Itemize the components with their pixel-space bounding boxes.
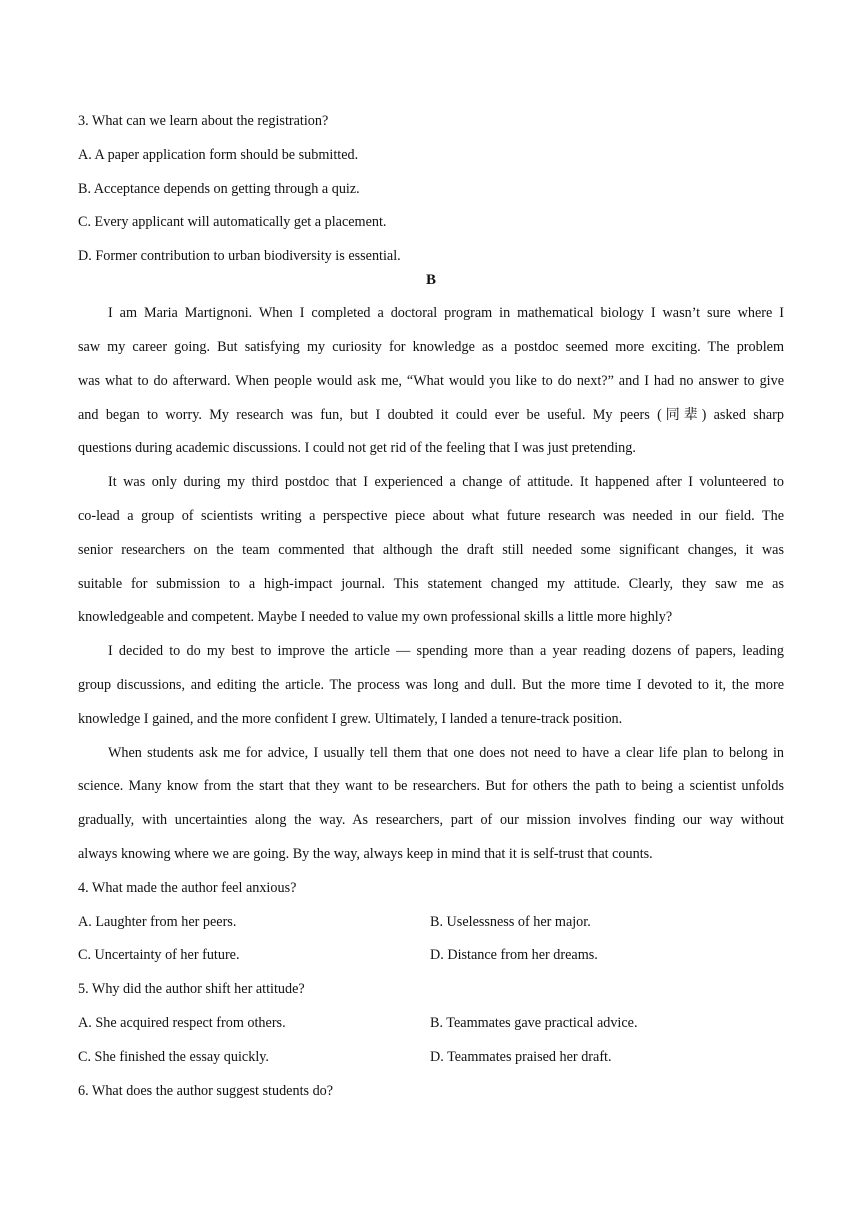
question-4: 4. What made the author feel anxious? (78, 879, 297, 896)
question-4-options-row-1 (78, 911, 784, 945)
passage-line: co-lead a group of scientists writing a perspective piece about what future research was needed in our field. The (78, 507, 784, 524)
passage-line: science. Many know from the start that they want to be researchers. But for others the path to being a scientist unfolds (78, 778, 784, 795)
passage-line: It was only during my third postdoc that I experienced a change of attitude. It happened after I volunteered to (108, 474, 784, 491)
question-5-option-c: C. She finished the essay quickly. (78, 1048, 269, 1065)
question-4-option-b: B. Uselessness of her major. (430, 913, 591, 930)
passage-line: questions during academic discussions. I could not get rid of the feeling that I was just pretending. (78, 440, 636, 457)
passage-line: gradually, with uncertainties along the way. As researchers, part of our mission involves finding our way without (78, 812, 784, 829)
passage-line: I am Maria Martignoni. When I completed a doctoral program in mathematical biology I wasn’t sure where I (108, 305, 784, 322)
passage-line: senior researchers on the team commented that although the draft still needed some significant changes, it was (78, 541, 784, 558)
passage-paragraph-2 (78, 471, 784, 640)
passage-line: group discussions, and editing the article. The process was long and dull. But the more time I devoted to it, the more (78, 676, 784, 693)
question-5-options-row-2 (78, 1046, 784, 1080)
passage-line: I decided to do my best to improve the article — spending more than a year reading dozens of papers, leading (108, 643, 784, 660)
question-4-option-a: A. Laughter from her peers. (78, 913, 237, 930)
question-5-option-b: B. Teammates gave practical advice. (430, 1014, 638, 1031)
question-5-options-row-1 (78, 1012, 784, 1046)
passage-line: saw my career going. But satisfying my curiosity for knowledge as a postdoc seemed more exciting. The problem (78, 338, 784, 355)
passage-paragraph-1 (78, 302, 784, 471)
passage-line: When students ask me for advice, I usually tell them that one does not need to have a clear life plan to belong in (108, 744, 784, 761)
document-page (78, 110, 784, 1113)
passage-paragraph-4 (78, 742, 784, 877)
section-title: B (425, 272, 436, 289)
question-4-options-row-2 (78, 944, 784, 978)
question-5-option-a: A. She acquired respect from others. (78, 1014, 286, 1031)
passage-line: and began to worry. My research was fun, but I doubted it could ever be useful. My peers (同辈) asked sharp (78, 406, 784, 423)
question-4-option-d: D. Distance from her dreams. (430, 947, 598, 964)
question-3-option-b: B. Acceptance depends on getting through a quiz. (78, 180, 360, 197)
passage-line: suitable for submission to a high-impact journal. This statement changed my attitude. Clearly, they saw me as (78, 575, 784, 592)
passage-line: knowledgeable and competent. Maybe I needed to value my own professional skills a little more highly? (78, 609, 673, 626)
question-5: 5. Why did the author shift her attitude? (78, 981, 305, 998)
question-4-option-c: C. Uncertainty of her future. (78, 947, 240, 964)
question-3-option-a: A. A paper application form should be submitted. (78, 146, 359, 163)
question-3: 3. What can we learn about the registration? (78, 113, 329, 129)
question-5-option-d: D. Teammates praised her draft. (430, 1048, 612, 1065)
passage-paragraph-3 (78, 640, 784, 741)
question-3-option-c: C. Every applicant will automatically get a placement. (78, 214, 387, 231)
question-3-option-d: D. Former contribution to urban biodiversity is essential. (78, 248, 401, 265)
question-6: 6. What does the author suggest students do? (78, 1082, 334, 1099)
passage-line: knowledge I gained, and the more confident I grew. Ultimately, I landed a tenure-track position. (78, 710, 623, 727)
passage-line: always knowing where we are going. By the way, always keep in mind that it is self-trust that counts. (78, 845, 653, 862)
passage-line: was what to do afterward. When people would ask me, “What would you like to do next?” and I had no answer to give (78, 372, 784, 389)
